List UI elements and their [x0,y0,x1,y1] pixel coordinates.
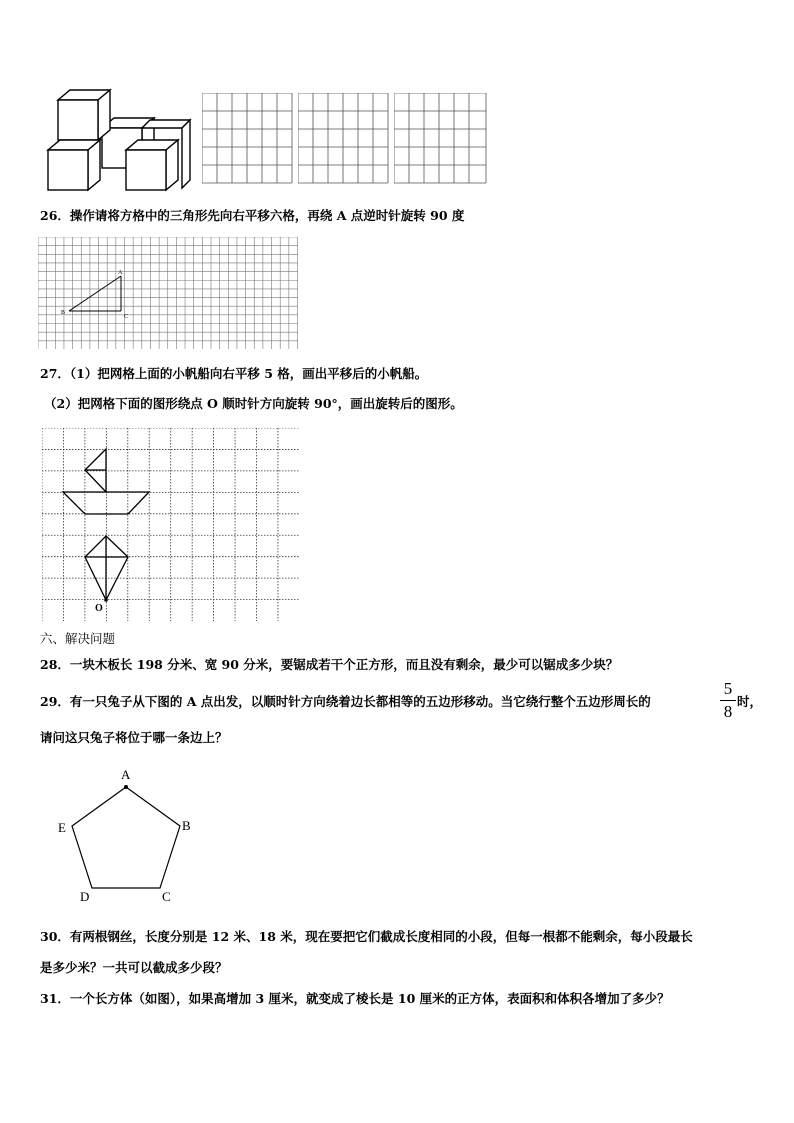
question-31: 31．一个长方体（如图），如果高增加 3 厘米，就变成了棱长是 10 厘米的正方体，表面积和体积各增加了多少？ [40,991,670,1006]
pentagon-figure [50,764,210,904]
question-29-text: 29．有一只兔子从下图的 A 点出发，以顺时针方向绕着边长都相等的五边形移动。当它绕行整个五边形周长的 [40,694,651,709]
fraction-bar [720,700,736,701]
question-30-line-2: 是多少米？一共可以截成多少段？ [40,960,228,975]
pentagon-label-c: C [162,889,171,904]
point-o-label: O [95,603,103,614]
triangle-label-c: C [124,314,129,320]
point-a-dot [124,785,128,789]
drawing-grid-1 [202,93,293,184]
pentagon-label-b: B [182,818,191,833]
question-29-suffix: 时， [737,694,763,709]
drawing-grid-2 [298,93,389,184]
question-29-line-1 [40,692,651,710]
pentagon-shape [72,787,180,888]
cube-front-face [126,150,166,190]
triangle-abc [69,276,121,311]
sailboat-grid [42,428,300,622]
question-28: 28．一块木板长 198 分米、宽 90 分米，要锯成若干个正方形，而且没有剩余，最少可以锯成多少块？ [40,657,619,672]
section-6-heading: 六、解决问题 [40,631,116,646]
question-30-line-1: 30．有两根钢丝，长度分别是 12 米、18 米，现在要把它们截成长度相同的小段，但每一根都不能剩余，每小段最长 [40,929,693,944]
cube-front-face [58,100,98,140]
drawing-grids-row [202,93,487,184]
question-29-line-2: 请问这只兔子将位于哪一条边上？ [40,730,228,745]
triangle-grid [38,237,300,350]
pentagon-label-d: D [80,889,90,904]
fraction-denominator: 8 [723,702,733,721]
cube-stack-figure [44,86,194,194]
drawing-grid-3 [394,93,487,184]
point-o-dot [104,598,108,602]
cube-side-face [182,120,190,188]
cube-front-face [48,150,88,190]
kite-figure [85,536,128,600]
pentagon-label-e: E [58,820,66,835]
question-26-number: 26． [40,208,70,223]
triangle-label-a: A [118,270,123,276]
fraction-numerator: 5 [723,679,733,698]
triangle-label-b: B [61,310,66,316]
pentagon-label-a: A [121,767,131,782]
question-27-part-2: （2）把网格下面的图形绕点 O 顺时针方向旋转 90°，画出旋转后的图形。 [44,396,463,411]
fraction-five-eighths [720,679,736,722]
question-27-part-1: 27．（1）把网格上面的小帆船向右平移 5 格，画出平移后的小帆船。 [40,366,428,381]
question-26-text: 操作请将方格中的三角形先向右平移六格，再绕 A 点逆时针旋转 90 度 [69,208,465,223]
question-26 [40,206,464,224]
